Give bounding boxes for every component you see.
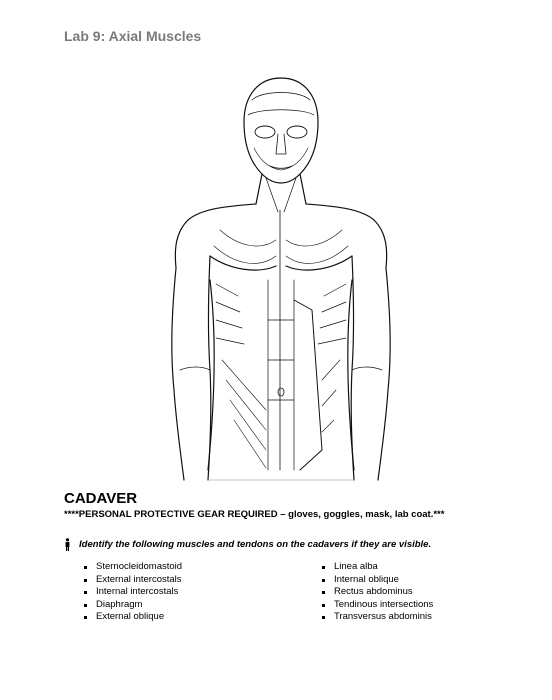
- list-item: Linea alba: [318, 561, 433, 574]
- list-item: Tendinous intersections: [318, 599, 433, 612]
- list-item: Rectus abdominus: [318, 586, 433, 599]
- muscle-anatomy-illustration: [150, 70, 412, 490]
- person-icon: [64, 538, 71, 551]
- list-item: Diaphragm: [80, 599, 182, 612]
- instruction-row: [64, 538, 431, 551]
- page-title: Lab 9: Axial Muscles: [64, 28, 202, 44]
- list-item: Sternocleidomastoid: [80, 561, 182, 574]
- list-item: Internal oblique: [318, 574, 433, 587]
- instruction-text: Identify the following muscles and tendons on the cadavers if they are visible.: [79, 539, 432, 550]
- list-item: External oblique: [80, 611, 182, 624]
- list-item: External intercostals: [80, 574, 182, 587]
- list-item: Transversus abdominis: [318, 611, 433, 624]
- list-item: Internal intercostals: [80, 586, 182, 599]
- section-heading: CADAVER: [64, 490, 138, 507]
- ppe-notice: ****PERSONAL PROTECTIVE GEAR REQUIRED – gloves, goggles, mask, lab coat.***: [64, 509, 445, 520]
- muscle-list-left: [80, 561, 182, 624]
- muscle-list-right: [318, 561, 433, 624]
